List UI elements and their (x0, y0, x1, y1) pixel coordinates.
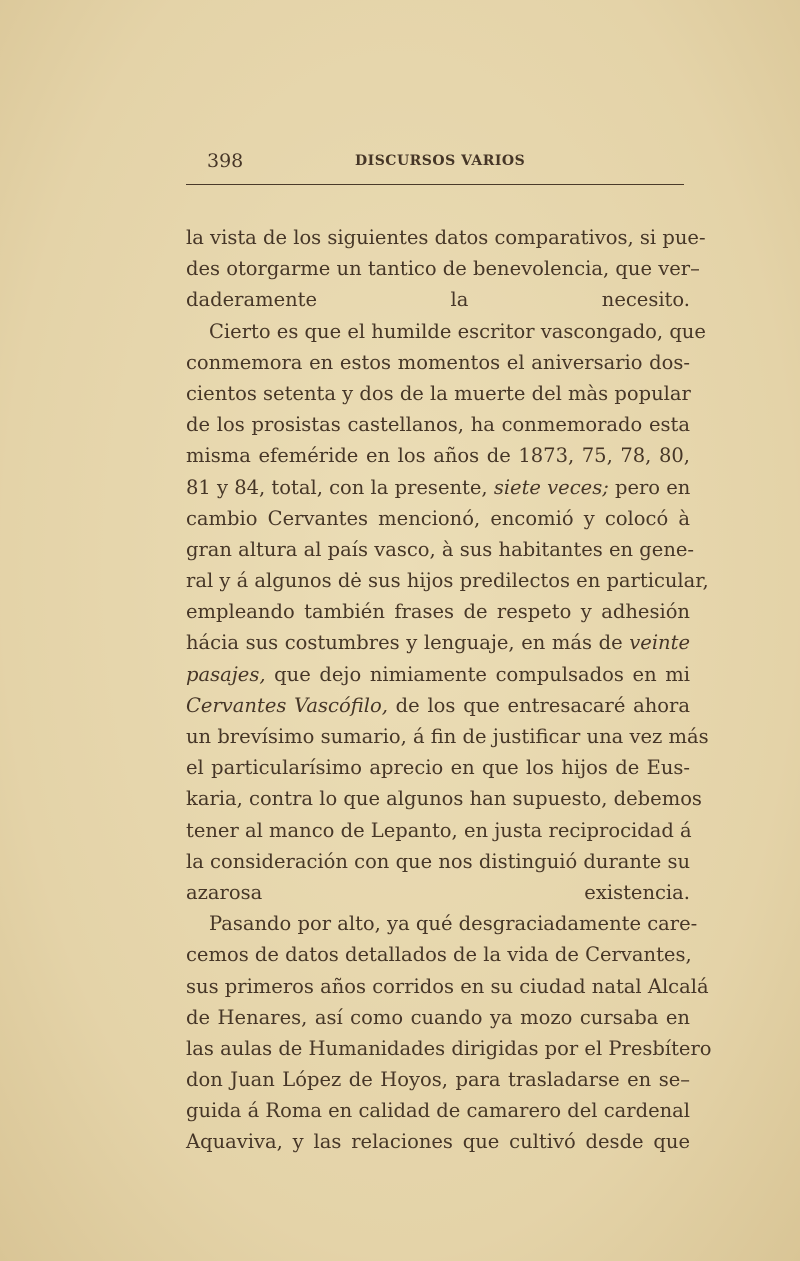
text-segment: cambio Cervantes mencionó, encomió y colocó à (186, 506, 690, 530)
text-line (186, 565, 709, 596)
text-line (186, 284, 690, 315)
text-segment: cemos de datos detallados de la vida de Cervantes, (186, 943, 692, 967)
text-line (186, 378, 690, 409)
text-segment: tener al manco de Lepanto, en justa reciprocidad á (186, 818, 692, 842)
text-segment: gran altura al país vasco, à sus habitantes en gene- (186, 537, 695, 561)
text-line (186, 1002, 690, 1033)
text-line (186, 316, 706, 347)
text-segment: la consideración con que nos distinguió durante su (186, 849, 691, 873)
text-segment: que dejo nimiamente compulsados en mi (265, 662, 690, 686)
text-segment: hácia sus costumbres y lenguaje, en más de (186, 631, 630, 655)
text-segment: 81 y 84, total, con la presente, (186, 475, 494, 499)
text-line (186, 939, 690, 970)
text-segment: un brevísimo sumario, á fin de justificar una vez más (186, 725, 709, 748)
text-line (186, 908, 698, 939)
text-segment: de Henares, así como cuando ya mozo cursaba en (186, 1005, 690, 1029)
text-line (186, 815, 690, 846)
text-segment: daderamente la necesito. (186, 288, 690, 312)
text-segment: don Juan López de Hoyos, para trasladarse en se– (186, 1068, 690, 1092)
text-segment: des otorgarme un tantico de benevolencia, que ver– (186, 257, 700, 281)
text-segment: azarosa existencia. (186, 880, 690, 904)
text-line (186, 534, 695, 565)
text-segment: la vista de los siguientes datos comparativos, si pue- (186, 226, 706, 249)
text-line (186, 472, 690, 503)
text-line (186, 1095, 690, 1126)
page-number: 398 (207, 150, 244, 172)
body-text (186, 222, 712, 1158)
text-segment: de los que entresacaré ahora (387, 693, 690, 717)
text-line (186, 721, 709, 752)
text-line (186, 752, 690, 783)
text-line (186, 659, 690, 690)
text-line (186, 846, 690, 877)
text-segment: el particularísimo aprecio en que los hijos de Eus- (186, 756, 690, 780)
running-title: DISCURSOS VARIOS (355, 153, 526, 169)
text-line (186, 690, 690, 721)
header-rule (186, 184, 684, 185)
text-segment: las aulas de Humanidades dirigidas por el Presbítero (186, 1036, 712, 1060)
text-line (186, 877, 690, 908)
page-header (186, 150, 686, 176)
text-segment: guida á Roma en calidad de camarero del cardenal (186, 1099, 691, 1123)
text-line (186, 347, 690, 378)
text-segment: conmemora en estos momentos el aniversario dos- (186, 350, 690, 374)
text-line (186, 503, 690, 534)
text-line (186, 627, 690, 658)
text-line (186, 440, 690, 471)
text-segment: sus primeros años corridos en su ciudad natal Alcalá (186, 974, 709, 998)
italic-segment: pasajes, (186, 662, 266, 686)
text-segment: Pasando por alto, ya qué desgraciadamente care- (209, 912, 698, 936)
text-line (186, 783, 702, 814)
text-line (186, 596, 690, 627)
text-segment: misma efeméride en los años de 1873, 75, 78, 80, (186, 444, 690, 468)
italic-segment: veinte (629, 631, 690, 655)
text-line (186, 253, 700, 284)
text-line (186, 409, 690, 440)
text-line (186, 222, 706, 253)
text-segment: empleando también frases de respeto y adhesión (186, 600, 690, 624)
text-line (186, 1126, 690, 1157)
text-segment: Aquaviva, y las relaciones que cultivó desde que (186, 1130, 690, 1154)
text-segment: ral y á algunos dė sus hijos predilectos en particular, (186, 569, 709, 593)
text-segment: pero en (608, 475, 691, 499)
text-line (186, 1064, 690, 1095)
text-line (186, 1033, 712, 1064)
italic-segment: siete veces; (493, 475, 609, 499)
text-line (186, 971, 709, 1002)
text-segment: Cierto es que el humilde escritor vascongado, que (209, 319, 706, 343)
text-segment: cientos setenta y dos de la muerte del màs popular (186, 381, 691, 405)
text-segment: de los prosistas castellanos, ha conmemorado esta (186, 413, 690, 437)
text-segment: karia, contra lo que algunos han supuesto, debemos (186, 787, 702, 811)
italic-segment: Cervantes Vascófilo, (186, 693, 388, 717)
